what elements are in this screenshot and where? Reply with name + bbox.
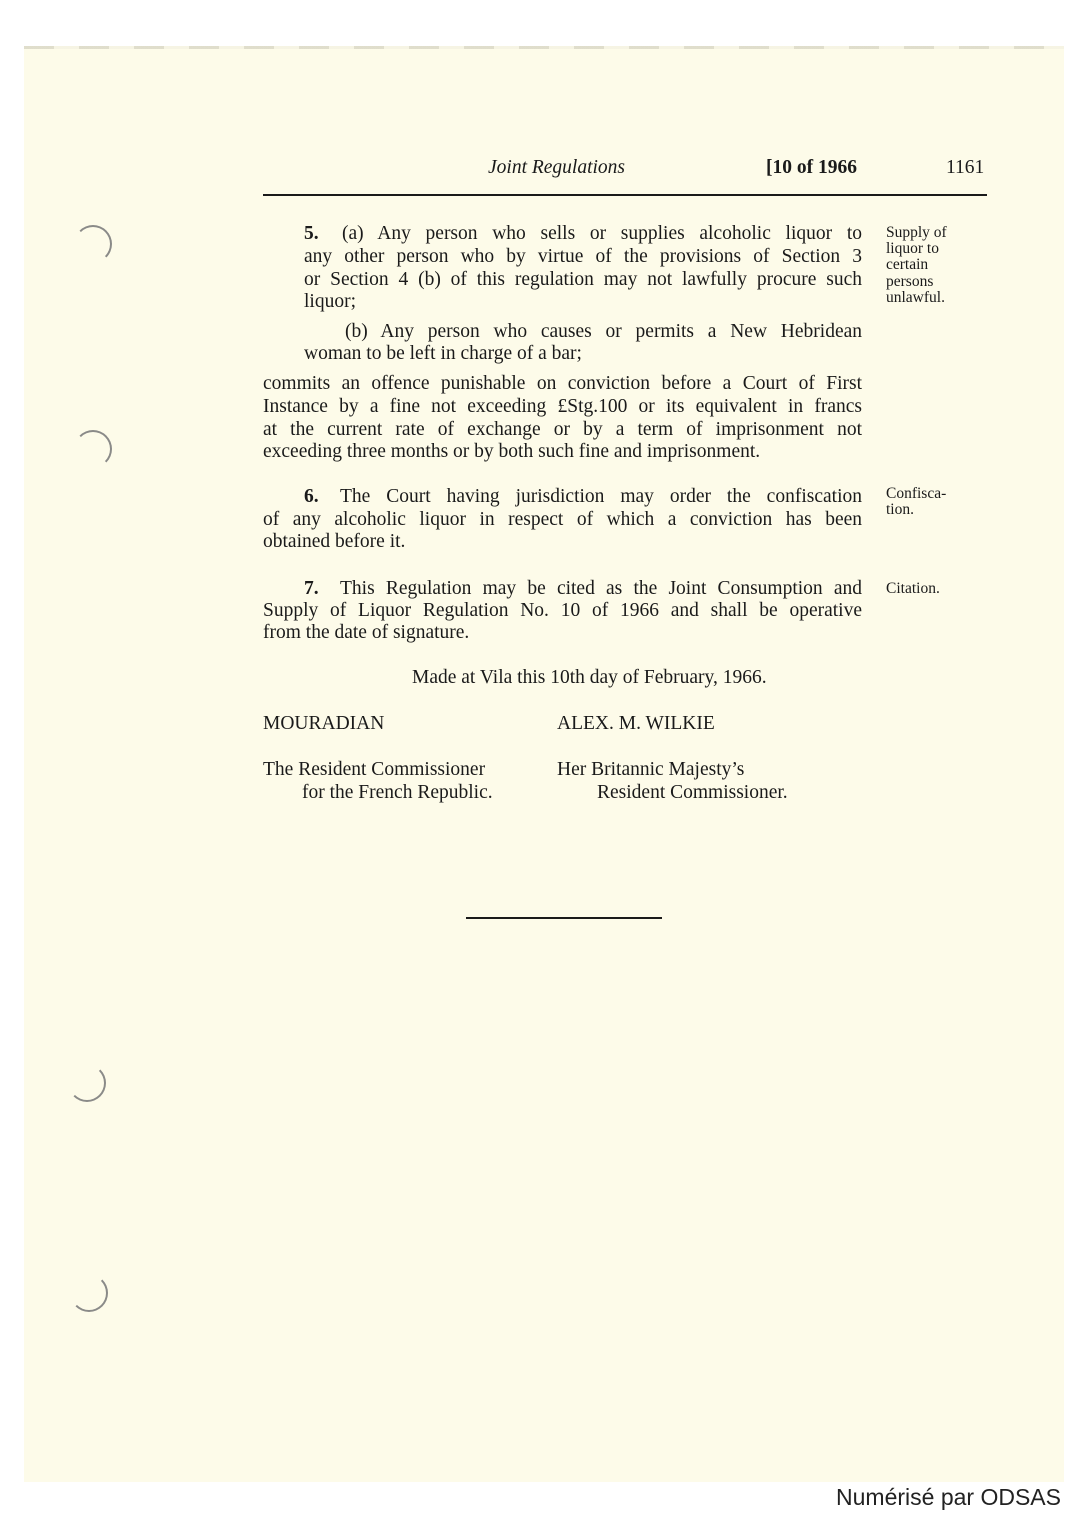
margin-note: certain (886, 256, 929, 273)
signatory-title-line: The Resident Commissioner (263, 759, 486, 780)
margin-note: persons (886, 273, 934, 290)
penalty-line: at the current rate of exchange or by a term of imprisonment not (263, 419, 862, 440)
header-rule (263, 194, 987, 196)
punch-hole (68, 1064, 106, 1102)
running-title: Joint Regulations (488, 157, 626, 178)
section-number: 5. (304, 223, 319, 244)
section-7-line: Supply of Liquor Regulation No. 10 of 1966 and shall be operative (263, 600, 862, 621)
section-number: 6. (304, 486, 319, 507)
section-5a-line: any other person who by virtue of the provisions of Section 3 (304, 246, 862, 267)
penalty-line: Instance by a fine not exceeding £Stg.100 or its equivalent in francs (263, 396, 862, 417)
section-6-line: of any alcoholic liquor in respect of which a conviction has been (263, 509, 862, 530)
punch-hole (70, 1274, 108, 1312)
margin-note: liquor to (886, 240, 939, 257)
section-7-line: from the date of signature. (263, 622, 470, 643)
punch-hole (74, 430, 112, 468)
made-at-line: Made at Vila this 10th day of February, 1966. (412, 667, 767, 688)
margin-note: Citation. (886, 580, 940, 597)
signatory-title-line: Resident Commissioner. (597, 782, 788, 803)
signatory-name: ALEX. M. WILKIE (557, 713, 715, 734)
section-5a-line: or Section 4 (b) of this regulation may not lawfully procure such (304, 269, 862, 290)
section-5a-line: (a) Any person who sells or supplies alcoholic liquor to (342, 223, 862, 244)
paper-top-edge (24, 46, 1064, 49)
signatory-title-line: Her Britannic Majesty’s (557, 759, 745, 780)
margin-note: Supply of (886, 224, 947, 241)
margin-note: Confisca- (886, 485, 947, 502)
signatory-name: MOURADIAN (263, 713, 385, 734)
section-7-line: This Regulation may be cited as the Joint Consumption and (340, 578, 862, 599)
penalty-line: exceeding three months or by both such fine and imprisonment. (263, 441, 761, 462)
margin-note: unlawful. (886, 289, 945, 306)
closing-rule (466, 917, 662, 919)
section-number: 7. (304, 578, 319, 599)
section-6-line: The Court having jurisdiction may order the confiscation (340, 486, 862, 507)
regulation-reference: [10 of 1966 (766, 157, 857, 178)
penalty-line: commits an offence punishable on conviction before a Court of First (263, 373, 862, 394)
page-number: 1161 (946, 157, 985, 178)
margin-note: tion. (886, 501, 914, 518)
punch-hole (74, 225, 112, 263)
section-6-line: obtained before it. (263, 531, 406, 552)
digitization-credit: Numérisé par ODSAS (836, 1484, 1061, 1510)
section-5b-line: woman to be left in charge of a bar; (304, 343, 582, 364)
section-5b-line: (b) Any person who causes or permits a New Hebridean (345, 321, 862, 342)
section-5a-line: liquor; (304, 291, 356, 312)
signatory-title-line: for the French Republic. (302, 782, 493, 803)
